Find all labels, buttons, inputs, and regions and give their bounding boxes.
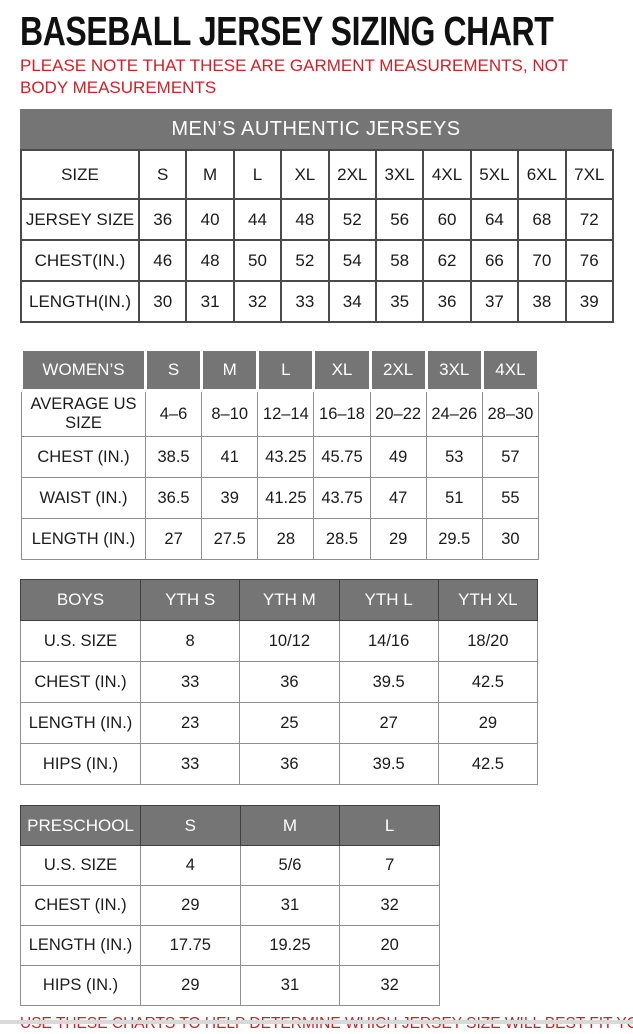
mens-value-cell: 40 bbox=[186, 199, 233, 240]
preschool-row-label: U.S. SIZE bbox=[21, 846, 141, 886]
preschool-header-cell: S bbox=[141, 806, 241, 846]
boys-header-label: BOYS bbox=[21, 580, 141, 621]
mens-value-cell: 72 bbox=[566, 199, 613, 240]
preschool-row-label: LENGTH (IN.) bbox=[21, 926, 141, 966]
preschool-value-cell: 5/6 bbox=[240, 846, 340, 886]
womens-value-cell: 24–26 bbox=[426, 391, 482, 437]
garment-measurements-note: PLEASE NOTE THAT THESE ARE GARMENT MEASUREMENTS, NOT BODY MEASUREMENTS bbox=[20, 56, 568, 98]
mens-value-cell: 36 bbox=[139, 199, 186, 240]
mens-row bbox=[21, 150, 613, 199]
womens-header-cell: 4XL bbox=[482, 350, 538, 391]
mens-value-cell: 52 bbox=[281, 240, 328, 281]
mens-value-cell: 44 bbox=[234, 199, 281, 240]
mens-value-cell: 36 bbox=[423, 281, 470, 322]
womens-value-cell: 29 bbox=[370, 519, 426, 560]
womens-value-cell: 43.75 bbox=[314, 478, 370, 519]
preschool-row bbox=[21, 926, 440, 966]
boys-header-cell: YTH XL bbox=[438, 580, 537, 621]
womens-row bbox=[22, 437, 539, 478]
womens-value-cell: 27.5 bbox=[202, 519, 258, 560]
womens-value-cell: 20–22 bbox=[370, 391, 426, 437]
womens-row-label: WAIST (IN.) bbox=[22, 478, 146, 519]
womens-value-cell: 30 bbox=[482, 519, 538, 560]
boys-row-label: LENGTH (IN.) bbox=[21, 703, 141, 744]
boys-header-cell: YTH L bbox=[339, 580, 438, 621]
womens-value-cell: 53 bbox=[426, 437, 482, 478]
mens-value-cell: XL bbox=[281, 150, 328, 199]
boys-row-label: U.S. SIZE bbox=[21, 621, 141, 662]
womens-header-cell: XL bbox=[314, 350, 370, 391]
mens-authentic-banner: MEN’S AUTHENTIC JERSEYS bbox=[20, 109, 612, 149]
mens-value-cell: 54 bbox=[329, 240, 376, 281]
preschool-value-cell: 4 bbox=[141, 846, 241, 886]
womens-header-cell: L bbox=[258, 350, 314, 391]
womens-value-cell: 47 bbox=[370, 478, 426, 519]
boys-value-cell: 36 bbox=[240, 662, 339, 703]
preschool-sizing-table bbox=[20, 805, 440, 1006]
boys-value-cell: 8 bbox=[141, 621, 240, 662]
boys-row bbox=[21, 703, 538, 744]
mens-value-cell: 52 bbox=[329, 199, 376, 240]
womens-header-cell: M bbox=[202, 350, 258, 391]
womens-value-cell: 4–6 bbox=[146, 391, 202, 437]
mens-row bbox=[21, 199, 613, 240]
boys-value-cell: 10/12 bbox=[240, 621, 339, 662]
mens-value-cell: 35 bbox=[376, 281, 423, 322]
womens-value-cell: 12–14 bbox=[258, 391, 314, 437]
mens-sizing-table bbox=[20, 149, 614, 323]
womens-value-cell: 41 bbox=[202, 437, 258, 478]
mens-row-label: LENGTH(IN.) bbox=[21, 281, 139, 322]
preschool-value-cell: 31 bbox=[240, 966, 340, 1006]
womens-row-label: CHEST (IN.) bbox=[22, 437, 146, 478]
mens-value-cell: 39 bbox=[566, 281, 613, 322]
womens-value-cell: 39 bbox=[202, 478, 258, 519]
mens-value-cell: 2XL bbox=[329, 150, 376, 199]
womens-value-cell: 28 bbox=[258, 519, 314, 560]
boys-value-cell: 33 bbox=[141, 662, 240, 703]
womens-header-row bbox=[22, 350, 539, 391]
mens-value-cell: 6XL bbox=[518, 150, 565, 199]
preschool-value-cell: 17.75 bbox=[141, 926, 241, 966]
womens-value-cell: 16–18 bbox=[314, 391, 370, 437]
preschool-value-cell: 19.25 bbox=[240, 926, 340, 966]
mens-value-cell: 7XL bbox=[566, 150, 613, 199]
womens-value-cell: 38.5 bbox=[146, 437, 202, 478]
womens-value-cell: 36.5 bbox=[146, 478, 202, 519]
boys-header-row bbox=[21, 580, 538, 621]
womens-row bbox=[22, 519, 539, 560]
mens-value-cell: 50 bbox=[234, 240, 281, 281]
mens-row-label: JERSEY SIZE bbox=[21, 199, 139, 240]
boys-header-cell: YTH M bbox=[240, 580, 339, 621]
mens-row bbox=[21, 281, 613, 322]
mens-value-cell: S bbox=[139, 150, 186, 199]
mens-value-cell: 70 bbox=[518, 240, 565, 281]
mens-value-cell: 56 bbox=[376, 199, 423, 240]
preschool-row bbox=[21, 966, 440, 1006]
mens-value-cell: 30 bbox=[139, 281, 186, 322]
mens-value-cell: 48 bbox=[281, 199, 328, 240]
mens-value-cell: 64 bbox=[471, 199, 518, 240]
mens-value-cell: 66 bbox=[471, 240, 518, 281]
fit-advice-note bbox=[20, 1015, 633, 1034]
womens-value-cell: 27 bbox=[146, 519, 202, 560]
boys-row bbox=[21, 662, 538, 703]
preschool-row-label: HIPS (IN.) bbox=[21, 966, 141, 1006]
mens-row bbox=[21, 240, 613, 281]
bottom-gray-strip bbox=[0, 1020, 633, 1024]
boys-value-cell: 14/16 bbox=[339, 621, 438, 662]
boys-value-cell: 39.5 bbox=[339, 744, 438, 785]
womens-sizing-table bbox=[20, 348, 540, 560]
womens-row-label: AVERAGE US SIZE bbox=[22, 391, 146, 437]
mens-value-cell: 37 bbox=[471, 281, 518, 322]
mens-value-cell: 68 bbox=[518, 199, 565, 240]
womens-header-cell: 2XL bbox=[370, 350, 426, 391]
preschool-value-cell: 32 bbox=[340, 886, 440, 926]
womens-value-cell: 43.25 bbox=[258, 437, 314, 478]
mens-value-cell: 5XL bbox=[471, 150, 518, 199]
mens-value-cell: 76 bbox=[566, 240, 613, 281]
mens-value-cell: 34 bbox=[329, 281, 376, 322]
preschool-row-label: CHEST (IN.) bbox=[21, 886, 141, 926]
boys-value-cell: 27 bbox=[339, 703, 438, 744]
boys-value-cell: 29 bbox=[438, 703, 537, 744]
preschool-header-label: PRESCHOOL bbox=[21, 806, 141, 846]
preschool-value-cell: 20 bbox=[340, 926, 440, 966]
preschool-value-cell: 7 bbox=[340, 846, 440, 886]
preschool-header-cell: M bbox=[240, 806, 340, 846]
mens-value-cell: 58 bbox=[376, 240, 423, 281]
page-title-text: BASEBALL JERSEY SIZING CHART bbox=[20, 8, 554, 54]
mens-row-label: SIZE bbox=[21, 150, 139, 199]
boys-row bbox=[21, 621, 538, 662]
womens-row-label: LENGTH (IN.) bbox=[22, 519, 146, 560]
boys-value-cell: 25 bbox=[240, 703, 339, 744]
boys-sizing-table bbox=[20, 579, 538, 785]
mens-value-cell: 33 bbox=[281, 281, 328, 322]
preschool-value-cell: 29 bbox=[141, 966, 241, 1006]
mens-value-cell: 48 bbox=[186, 240, 233, 281]
preschool-row bbox=[21, 846, 440, 886]
preschool-header-row bbox=[21, 806, 440, 846]
womens-value-cell: 45.75 bbox=[314, 437, 370, 478]
womens-value-cell: 49 bbox=[370, 437, 426, 478]
womens-value-cell: 29.5 bbox=[426, 519, 482, 560]
boys-value-cell: 18/20 bbox=[438, 621, 537, 662]
boys-value-cell: 23 bbox=[141, 703, 240, 744]
boys-value-cell: 39.5 bbox=[339, 662, 438, 703]
womens-value-cell: 28–30 bbox=[482, 391, 538, 437]
preschool-row bbox=[21, 886, 440, 926]
womens-value-cell: 55 bbox=[482, 478, 538, 519]
mens-value-cell: 38 bbox=[518, 281, 565, 322]
boys-value-cell: 42.5 bbox=[438, 662, 537, 703]
womens-value-cell: 57 bbox=[482, 437, 538, 478]
womens-value-cell: 8–10 bbox=[202, 391, 258, 437]
mens-value-cell: M bbox=[186, 150, 233, 199]
mens-value-cell: 32 bbox=[234, 281, 281, 322]
mens-value-cell: 3XL bbox=[376, 150, 423, 199]
boys-row-label: CHEST (IN.) bbox=[21, 662, 141, 703]
preschool-value-cell: 32 bbox=[340, 966, 440, 1006]
preschool-value-cell: 29 bbox=[141, 886, 241, 926]
mens-value-cell: L bbox=[234, 150, 281, 199]
boys-row-label: HIPS (IN.) bbox=[21, 744, 141, 785]
preschool-value-cell: 31 bbox=[240, 886, 340, 926]
mens-value-cell: 62 bbox=[423, 240, 470, 281]
womens-row bbox=[22, 391, 539, 437]
womens-value-cell: 51 bbox=[426, 478, 482, 519]
mens-row-label: CHEST(IN.) bbox=[21, 240, 139, 281]
page-title bbox=[20, 10, 633, 53]
boys-row bbox=[21, 744, 538, 785]
preschool-header-cell: L bbox=[340, 806, 440, 846]
womens-value-cell: 28.5 bbox=[314, 519, 370, 560]
womens-value-cell: 41.25 bbox=[258, 478, 314, 519]
boys-value-cell: 33 bbox=[141, 744, 240, 785]
boys-header-cell: YTH S bbox=[141, 580, 240, 621]
mens-value-cell: 60 bbox=[423, 199, 470, 240]
mens-value-cell: 4XL bbox=[423, 150, 470, 199]
boys-value-cell: 42.5 bbox=[438, 744, 537, 785]
mens-value-cell: 31 bbox=[186, 281, 233, 322]
womens-header-cell: S bbox=[146, 350, 202, 391]
womens-header-cell: 3XL bbox=[426, 350, 482, 391]
womens-header-label: WOMEN’S bbox=[22, 350, 146, 391]
boys-value-cell: 36 bbox=[240, 744, 339, 785]
womens-row bbox=[22, 478, 539, 519]
mens-value-cell: 46 bbox=[139, 240, 186, 281]
